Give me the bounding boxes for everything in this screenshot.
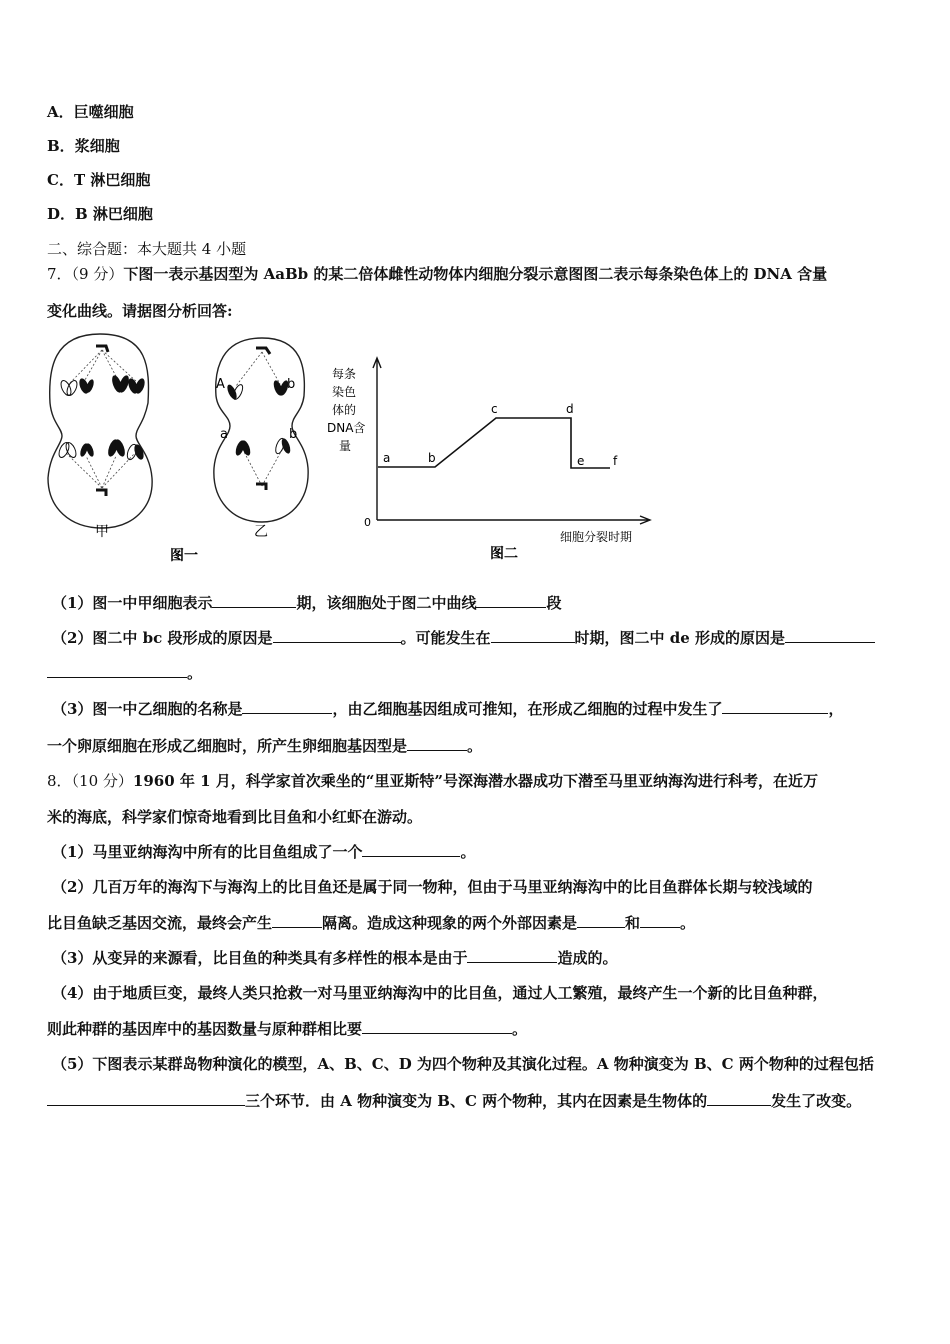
fig2-caption: 图二: [490, 546, 518, 562]
origin-label: 0: [364, 516, 371, 529]
q7-part-2: （2）图二中 bc 段形成的原因是 。可能发生在 时期，图二中 de 形成的原因是: [52, 627, 875, 648]
q7-part-3: （3）图一中乙细胞的名称是 ，由乙细胞基因组成可推知，在形成乙细胞的过程中发生了 ，: [52, 700, 844, 718]
answer-blank[interactable]: [491, 628, 575, 643]
q8-part-4: （4）由于地质巨变，最终人类只抢救一对马里亚纳海沟中的比目鱼，通过人工繁殖，最终产生一个新的比目鱼种群，: [52, 984, 828, 1002]
answer-blank[interactable]: [577, 913, 625, 928]
cell-jia-spindle: [66, 350, 138, 488]
point-a: a: [383, 451, 391, 465]
fig1-caption: 图一: [170, 548, 198, 564]
cell-jia-chromosomes: [57, 374, 147, 461]
gene-A: A: [216, 377, 225, 392]
svg-text:量: 量: [339, 439, 352, 453]
point-c: c: [491, 402, 498, 416]
answer-blank[interactable]: [467, 948, 557, 963]
q7-part-3-cont: 一个卵原细胞在形成乙细胞时，所产生卵细胞基因型是 。: [47, 737, 483, 755]
q8-part-1: （1）马里亚纳海沟中所有的比目鱼组成了一个 。: [52, 843, 476, 861]
answer-blank[interactable]: [47, 1091, 245, 1106]
svg-text:每条: 每条: [332, 367, 357, 381]
answer-blank[interactable]: [212, 593, 296, 608]
q8-stem-line-2: 米的海底，科学家们惊奇地看到比目鱼和小红虾在游动。: [47, 808, 423, 826]
gene-b-bottom: b: [289, 427, 298, 442]
answer-blank[interactable]: [272, 913, 322, 928]
answer-blank[interactable]: [407, 736, 467, 751]
answer-blank[interactable]: [242, 699, 332, 714]
svg-text:DNA含: DNA含: [327, 421, 366, 435]
answer-blank[interactable]: [707, 1091, 771, 1106]
q8-part-2: （2）几百万年的海沟下与海沟上的比目鱼还是属于同一物种，但由于马里亚纳海沟中的比目鱼群体长期与较浅域的: [52, 878, 813, 896]
q7-figures: [40, 328, 680, 568]
option-a: A．巨噬细胞: [47, 103, 134, 121]
q7-stem-line-1: 7．（9 分）下图一表示基因型为 AaBb 的某二倍体雌性动物体内细胞分裂示意图图二表示每条染色体上的 DNA 含量: [47, 265, 828, 283]
x-axis-label: 细胞分裂时期: [560, 530, 633, 544]
cell-yi-spindle: [236, 352, 284, 486]
answer-blank[interactable]: [273, 628, 401, 643]
q7-part-2-cont: 。: [47, 662, 202, 683]
dna-graph: [327, 358, 650, 562]
point-b: b: [428, 451, 436, 465]
answer-blank[interactable]: [362, 1019, 512, 1034]
answer-blank[interactable]: [476, 593, 546, 608]
option-b: B．浆细胞: [47, 137, 120, 155]
label-yi: 乙: [254, 524, 268, 540]
q7-stem-line-2: 变化曲线。请据图分析回答:: [47, 302, 233, 320]
q7-part-1: （1）图一中甲细胞表示 期，该细胞处于图二中曲线 段: [52, 594, 562, 612]
point-e: e: [577, 454, 585, 468]
q8-part-3: （3）从变异的来源看，比目鱼的种类具有多样性的根本是由于 造成的。: [52, 949, 618, 967]
q8-number: 8．（10 分）: [47, 772, 133, 790]
gene-a: a: [220, 427, 228, 442]
q7-number: 7．（9 分）: [47, 265, 124, 283]
point-d: d: [566, 402, 574, 416]
svg-text:体的: 体的: [332, 403, 357, 417]
dna-curve: [378, 418, 610, 468]
q8-part-5-cont: 三个环节．由 A 物种演变为 B、C 两个物种，其内在因素是生物体的 发生了改变。: [47, 1090, 861, 1111]
cell-yi-chromosomes: [225, 379, 292, 456]
answer-blank[interactable]: [640, 913, 680, 928]
option-d: D．B 淋巴细胞: [47, 205, 153, 223]
answer-blank[interactable]: [47, 663, 187, 678]
gene-b-top: b: [287, 377, 296, 392]
answer-blank[interactable]: [722, 699, 828, 714]
q8-part-2-cont: 比目鱼缺乏基因交流，最终会产生 隔离。造成这种现象的两个外部因素是 和 。: [47, 914, 696, 932]
svg-text:染色: 染色: [332, 385, 357, 399]
q8-stem-line-1: 8．（10 分）1960 年 1 月，科学家首次乘坐的“里亚斯特”号深海潜水器成功下潜至马里亚纳海沟进行科考，在近万: [47, 772, 819, 790]
q8-part-4-cont: 则此种群的基因库中的基因数量与原种群相比要 。: [47, 1020, 528, 1038]
cell-jia-outline: [48, 334, 152, 528]
section-title: 二、综合题：本大题共 4 小题: [47, 240, 247, 258]
point-f: f: [613, 454, 618, 468]
q8-part-5: （5）下图表示某群岛物种演化的模型，A、B、C、D 为四个物种及其演化过程。A 物种演变为 B、C 两个物种的过程包括: [52, 1055, 874, 1073]
answer-blank[interactable]: [785, 628, 875, 643]
answer-blank[interactable]: [362, 842, 460, 857]
option-c: C．T 淋巴细胞: [47, 171, 151, 189]
label-jia: 甲: [95, 524, 109, 540]
